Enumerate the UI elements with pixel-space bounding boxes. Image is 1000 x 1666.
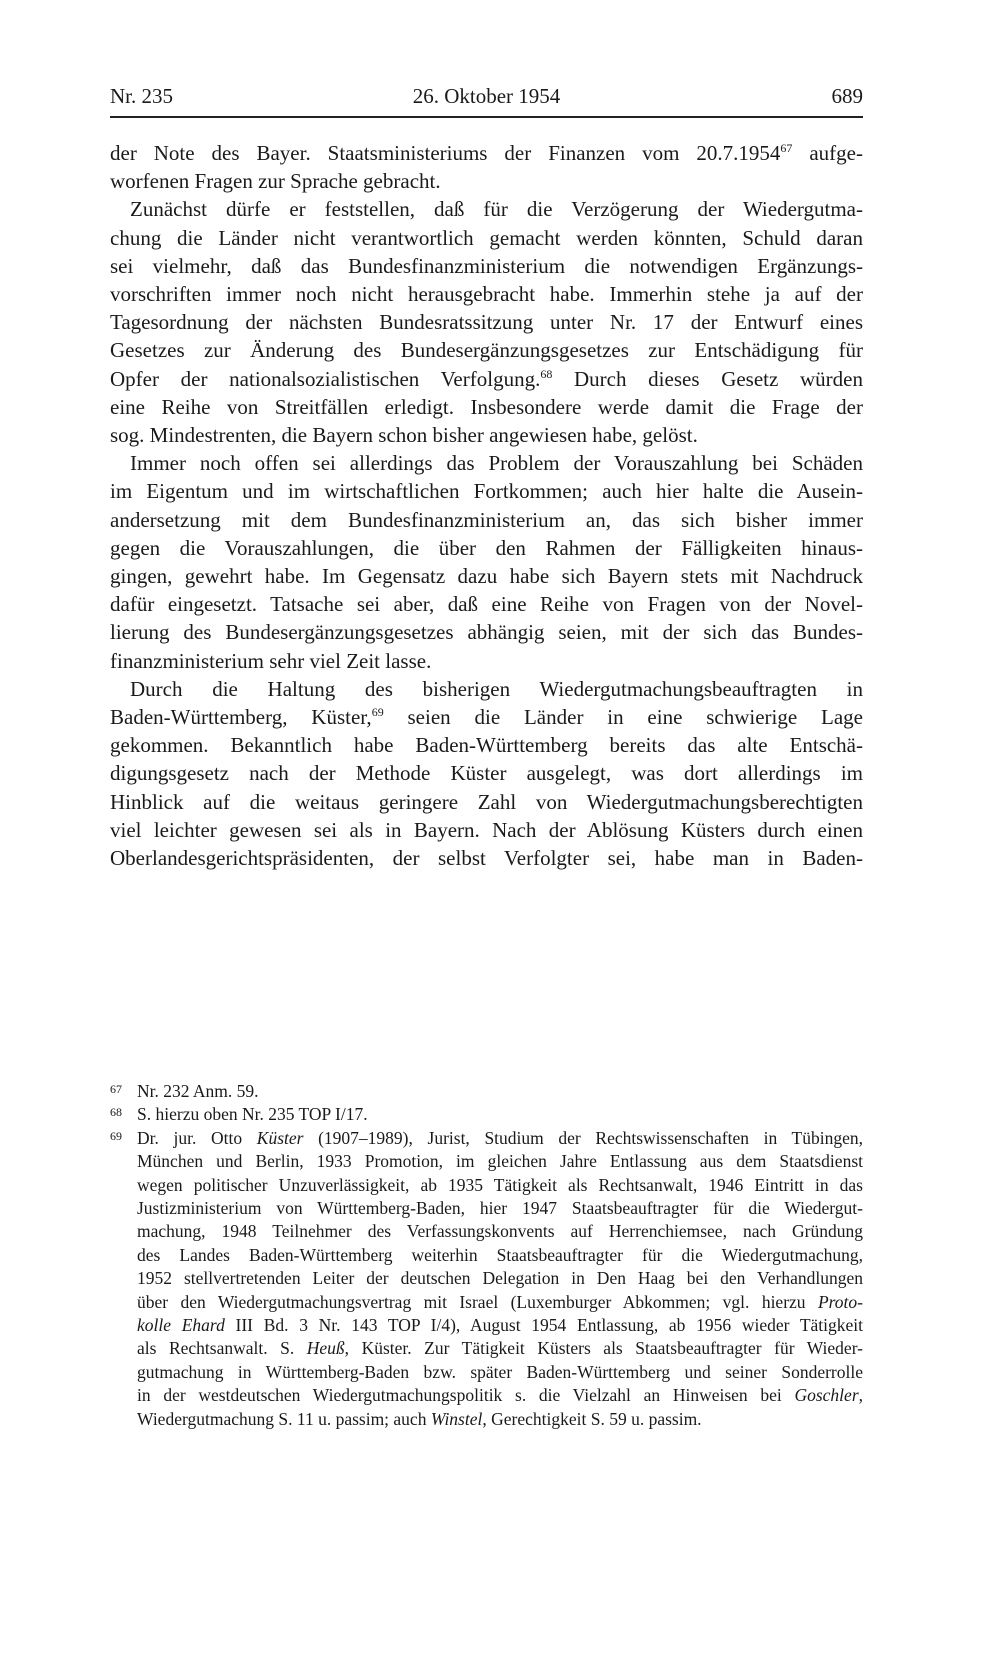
body-line: gingen, gewehrt habe. Im Gegensatz dazu habe sich Bayern stets mit Nachdruck: [110, 564, 863, 589]
footnote-line: als Rechtsanwalt. S. Heuß, Küster. Zur Tätigkeit Küsters als Staatsbeauftragter für Wieder-: [137, 1338, 863, 1359]
body-line: Tagesordnung der nächsten Bundesratssitzung unter Nr. 17 der Entwurf eines: [110, 310, 863, 335]
body-line: Immer noch offen sei allerdings das Problem der Vorauszahlung bei Schäden: [130, 451, 863, 476]
footnote-line: des Landes Baden-Württemberg weiterhin Staatsbeauftragter für die Wiedergutmachung,: [137, 1244, 863, 1265]
body-line: sog. Mindestrenten, die Bayern schon bisher angewiesen habe, gelöst.: [110, 423, 698, 448]
body-line: finanzministerium sehr viel Zeit lasse.: [110, 648, 432, 673]
body-line: dafür eingesetzt. Tatsache sei aber, daß eine Reihe von Fragen von der Novel-: [110, 592, 863, 617]
footnote-line: Dr. jur. Otto Küster (1907–1989), Jurist, Studium der Rechtswissenschaften in Tübingen,: [137, 1127, 863, 1148]
body-line: eine Reihe von Streitfällen erledigt. Insbesondere werde damit die Frage der: [110, 394, 863, 419]
body-line: Zunächst dürfe er feststellen, daß für die Verzögerung der Wiedergutma-: [130, 197, 863, 222]
document-number: Nr. 235: [110, 84, 173, 108]
body-line: Hinblick auf die weitaus geringere Zahl von Wiedergutmachungsberechtigten: [110, 789, 863, 814]
footnote-line: kolle Ehard III Bd. 3 Nr. 143 TOP I/4), August 1954 Entlassung, ab 1956 wieder Tätigkeit: [137, 1315, 863, 1336]
body-text: [110, 139, 863, 872]
body-line: gekommen. Bekanntlich habe Baden-Württemberg bereits das alte Entschä-: [110, 733, 863, 758]
footnote-line: Justizministerium von Württemberg-Baden, hier 1947 Staatsbeauftragter für die Wiedergut-: [137, 1198, 863, 1219]
footnote-69: [110, 1127, 863, 1431]
body-line: Gesetzes zur Änderung des Bundesergänzungsgesetzes zur Entschädigung für: [110, 338, 863, 363]
body-line: Baden-Württemberg, Küster,$^{69}$ seien die Länder in eine schwierige Lage: [110, 705, 863, 730]
body-line: andersetzung mit dem Bundesfinanzministerium an, das sich bisher immer: [110, 507, 863, 532]
body-line: Opfer der nationalsozialistischen Verfolgung.$^{68}$ Durch dieses Gesetz würden: [110, 366, 863, 391]
body-line: im Eigentum und im wirtschaftlichen Fortkommen; auch hier halte die Ausein-: [110, 479, 863, 504]
footnote-line: München und Berlin, 1933 Promotion, im gleichen Jahre Entlassung aus dem Staatsdienst: [137, 1151, 863, 1172]
body-line: Durch die Haltung des bisherigen Wiedergutmachungsbeauftragten in: [130, 676, 863, 701]
footnote-ref-68: 68: [540, 366, 553, 381]
body-line: gegen die Vorauszahlungen, die über den Rahmen der Fälligkeiten hinaus-: [110, 535, 863, 560]
footnote-67: [110, 1080, 863, 1103]
header-date: 26. Oktober 1954: [412, 84, 561, 108]
body-line: digungsgesetz nach der Methode Küster ausgelegt, was dort allerdings im: [110, 761, 863, 786]
footnote-line: wegen politischer Unzuverlässigkeit, ab 1935 Tätigkeit als Rechtsanwalt, 1946 Eintritt in das: [137, 1174, 863, 1195]
body-line: worfenen Fragen zur Sprache gebracht.: [110, 169, 441, 194]
body-line: vorschriften immer noch nicht herausgebracht habe. Immerhin stehe ja auf der: [110, 282, 863, 307]
running-header: [110, 82, 863, 110]
page-number: 689: [831, 84, 863, 108]
footnote-text: S. hierzu oben Nr. 235 TOP I/17.: [137, 1104, 368, 1125]
footnote-number: 67: [110, 1082, 122, 1096]
body-line: der Note des Bayer. Staatsministeriums der Finanzen vom 20.7.1954$^{67}$ aufge-: [110, 141, 863, 165]
footnote-line: machung, 1948 Teilnehmer des Verfassungskonvents auf Herrenchiemsee, nach Gründung: [137, 1221, 863, 1242]
body-line: Oberlandesgerichtspräsidenten, der selbst Verfolgter sei, habe man in Baden-: [110, 846, 863, 871]
footnote-line: 1952 stellvertretenden Leiter der deutschen Delegation in Den Haag bei den Verhandlungen: [137, 1268, 863, 1289]
footnote-line: Wiedergutmachung S. 11 u. passim; auch Winstel, Gerechtigkeit S. 59 u. passim.: [137, 1408, 702, 1429]
body-line: sei vielmehr, daß das Bundesfinanzministerium die notwendigen Ergänzungs-: [110, 253, 863, 278]
footnote-number: 68: [110, 1105, 122, 1120]
footnote-line: in der westdeutschen Wiedergutmachungspolitik s. die Vielzahl an Hinweisen bei Goschler,: [137, 1385, 863, 1406]
body-line: viel leichter gewesen sei als in Bayern. Nach der Ablösung Küsters durch einen: [110, 817, 863, 842]
body-line: chung die Länder nicht verantwortlich gemacht werden könnten, Schuld daran: [110, 225, 863, 250]
footnote-68: [110, 1103, 863, 1126]
footnote-line: gutmachung in Württemberg-Baden bzw. später Baden-Württemberg und seiner Sonderrolle: [137, 1361, 863, 1382]
footnote-line: über den Wiedergutmachungsvertrag mit Israel (Luxemburger Abkommen; vgl. hierzu Proto-: [137, 1291, 863, 1312]
footnote-ref-69: 69: [371, 705, 384, 720]
header-rule: [110, 116, 863, 118]
footnote-number: 69: [110, 1128, 122, 1143]
footnotes: [110, 1080, 863, 1431]
body-line: lierung des Bundesergänzungsgesetzes abhängig seien, mit der sich das Bundes-: [110, 620, 863, 645]
footnote-ref-67: 67: [780, 141, 793, 155]
footnote-text: Nr. 232 Anm. 59.: [137, 1081, 259, 1101]
